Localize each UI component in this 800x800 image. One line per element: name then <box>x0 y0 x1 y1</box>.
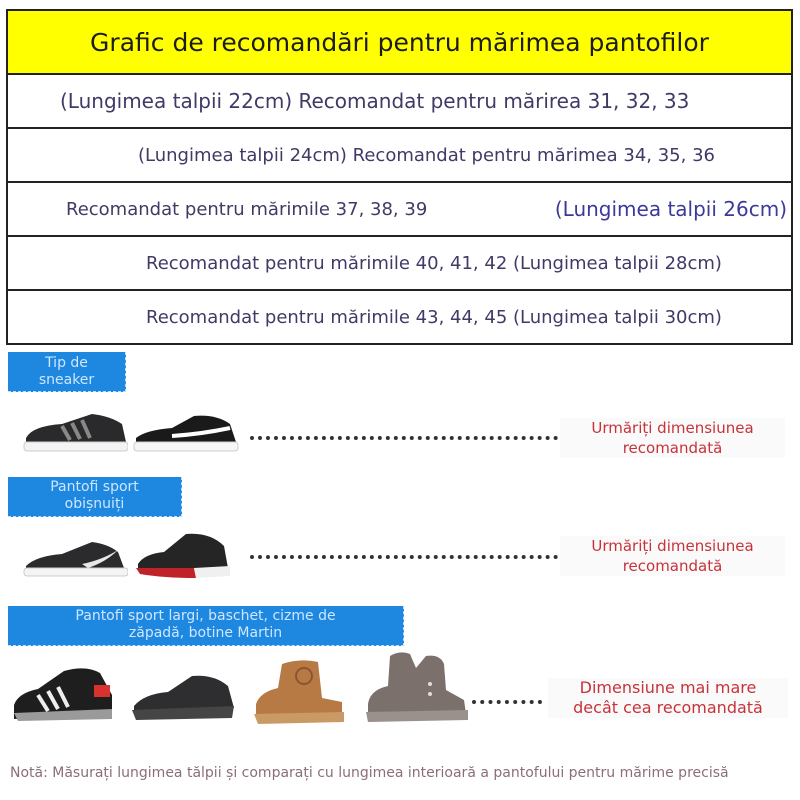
size-chart-table <box>6 9 793 345</box>
snow-boot-icon <box>360 650 470 726</box>
dotted-connector <box>472 700 542 704</box>
high-top-sneaker-icon <box>8 665 118 725</box>
category-tag-sneaker <box>8 352 126 392</box>
category-tag-regular-sport <box>8 477 182 517</box>
nike-running-shoe-icon <box>22 538 128 582</box>
size-row-22cm: (Lungimea talpii 22cm) Recomandat pentru mărirea 31, 32, 33 <box>8 75 791 129</box>
size-row-text: Recomandat pentru mărimile 37, 38, 39 <box>66 198 428 220</box>
sole-length-label: (Lungimea talpii 26cm) <box>554 197 787 221</box>
category-tag-wide-sport-boots <box>8 606 404 646</box>
adidas-sneaker-icon <box>22 410 128 455</box>
tag-line: obișnuiți <box>64 496 125 512</box>
size-row-24cm: (Lungimea talpii 24cm) Recomandat pentru mărimea 34, 35, 36 <box>8 129 791 183</box>
advice-line: recomandată <box>622 557 723 575</box>
martin-boot-icon <box>248 658 348 726</box>
tag-line: Pantofi sport largi, baschet, cizme de <box>75 608 336 624</box>
advice-line: Urmăriți dimensiunea <box>591 419 754 437</box>
advice-line: decât cea recomandată <box>573 698 763 717</box>
dotted-connector <box>250 555 558 559</box>
chart-title: Grafic de recomandări pentru mărimea pantofilor <box>8 11 791 75</box>
advice-size-up <box>548 678 788 718</box>
knit-sneaker-icon <box>128 672 238 722</box>
advice-line: Dimensiune mai mare <box>579 678 757 697</box>
vans-sneaker-icon <box>132 410 240 455</box>
size-row-30cm: Recomandat pentru mărimile 43, 44, 45 (Lungimea talpii 30cm) <box>146 306 722 328</box>
tag-line: sneaker <box>38 372 95 388</box>
basketball-shoe-icon <box>134 530 232 582</box>
measurement-note: Notă: Măsurați lungimea tălpii și comparați cu lungimea interioară a pantofului pentru mărime precisă <box>10 765 729 781</box>
advice-follow-size <box>560 536 785 576</box>
advice-follow-size <box>560 418 785 458</box>
advice-line: Urmăriți dimensiunea <box>591 537 754 555</box>
size-row-26cm <box>8 183 791 237</box>
dotted-connector <box>250 436 558 440</box>
advice-line: recomandată <box>622 439 723 457</box>
size-row-28cm: Recomandat pentru mărimile 40, 41, 42 (Lungimea talpii 28cm) <box>8 237 791 291</box>
tag-line: Pantofi sport <box>50 479 139 495</box>
tag-line: zăpadă, botine Martin <box>128 625 283 641</box>
tag-line: Tip de <box>45 355 88 371</box>
